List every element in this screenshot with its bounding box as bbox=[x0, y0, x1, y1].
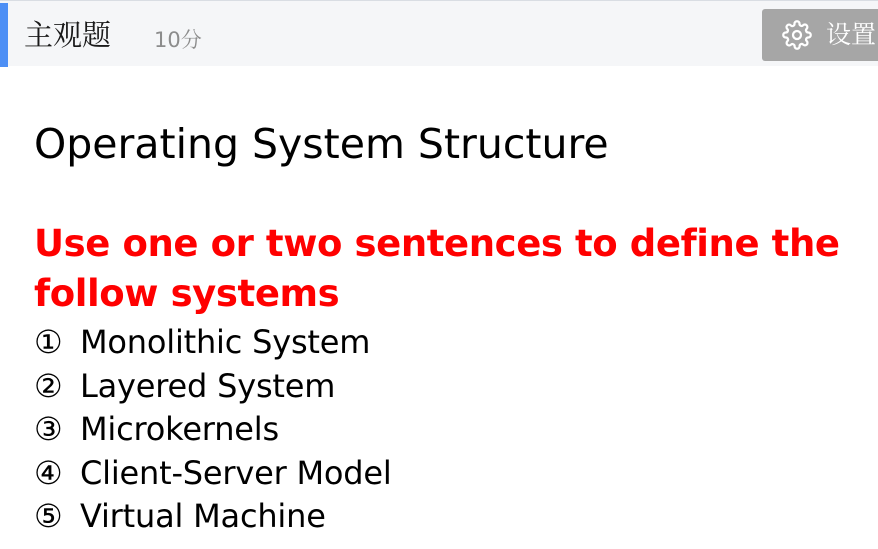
item-number: ④ bbox=[34, 453, 63, 492]
item-number: ① bbox=[34, 323, 63, 361]
item-label: Virtual Machine bbox=[80, 497, 326, 535]
question-item bbox=[34, 365, 874, 409]
question-item bbox=[34, 495, 874, 539]
question-header bbox=[0, 0, 878, 66]
header-accent-bar bbox=[0, 3, 8, 67]
item-label: Microkernels bbox=[80, 410, 279, 448]
question-body bbox=[34, 118, 874, 539]
item-label: Client-Server Model bbox=[80, 453, 392, 492]
item-label: Monolithic System bbox=[80, 323, 371, 361]
gear-icon bbox=[782, 20, 812, 50]
question-score: 10分 bbox=[154, 28, 202, 52]
question-item bbox=[34, 408, 874, 452]
settings-button[interactable] bbox=[762, 9, 878, 61]
item-number: ③ bbox=[34, 410, 63, 448]
item-label: Layered System bbox=[80, 366, 336, 405]
item-number: ⑤ bbox=[34, 497, 63, 535]
question-title: Operating System Structure bbox=[34, 120, 609, 168]
question-item-list bbox=[34, 321, 874, 539]
question-item bbox=[34, 452, 874, 496]
question-type-label: 主观题 bbox=[24, 18, 112, 52]
question-prompt: Use one or two sentences to define the follow systems bbox=[34, 222, 840, 315]
settings-label: 设置 bbox=[826, 20, 877, 49]
question-item bbox=[34, 321, 874, 365]
item-number: ② bbox=[34, 366, 63, 405]
